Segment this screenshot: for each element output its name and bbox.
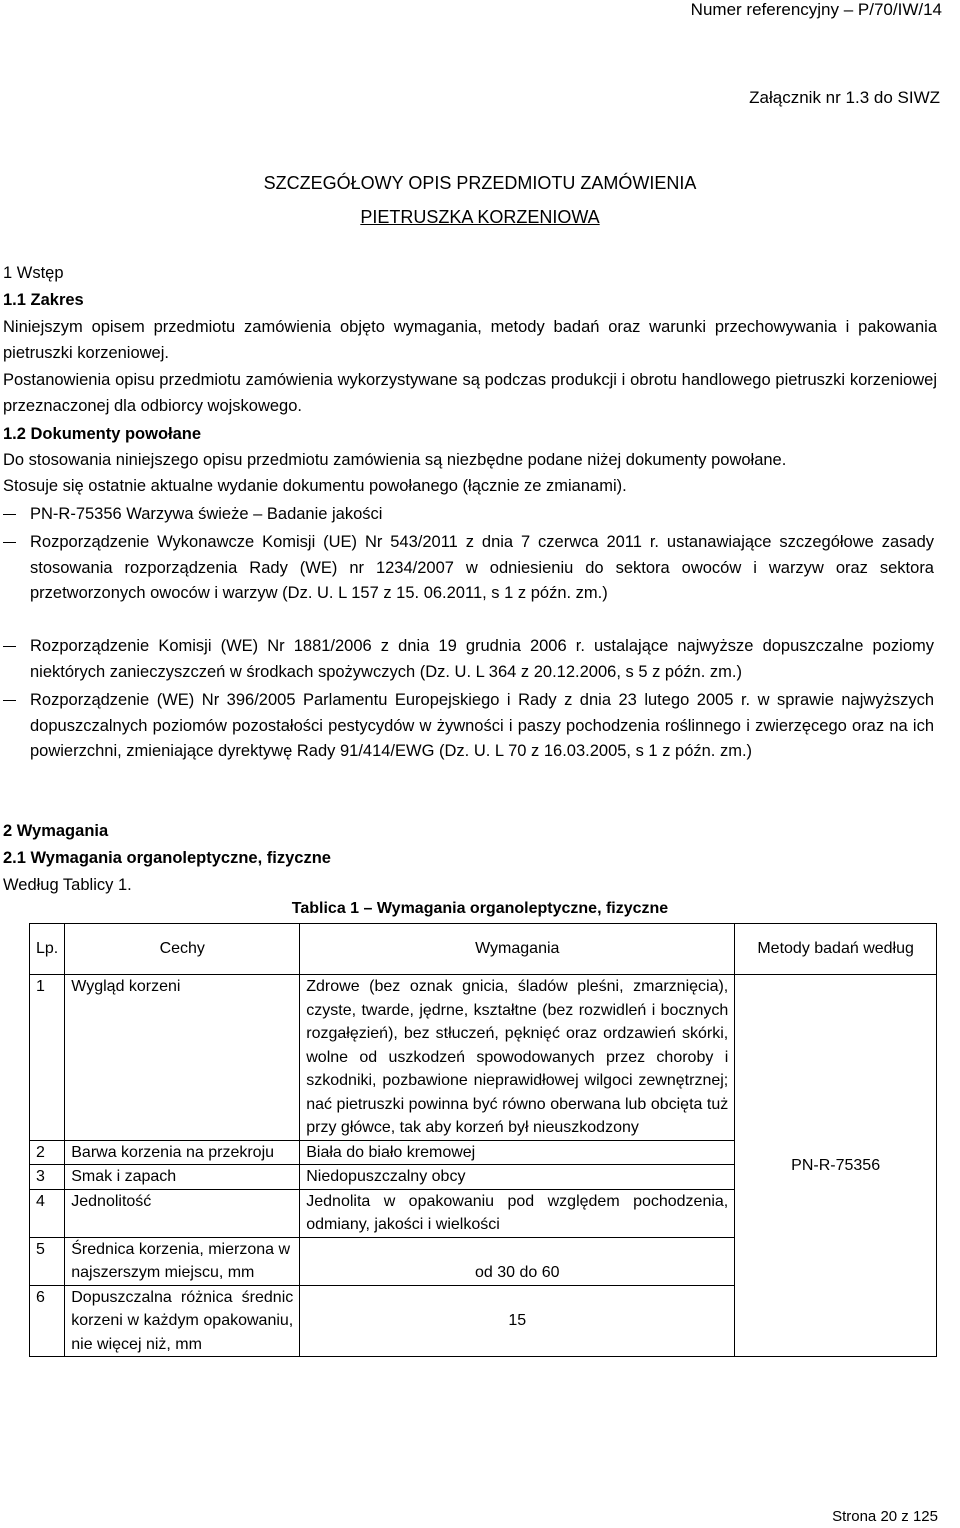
document-title: SZCZEGÓŁOWY OPIS PRZEDMIOTU ZAMÓWIENIA <box>263 173 697 193</box>
section-2-1-heading: 2.1 Wymagania organoleptyczne, fizyczne <box>3 849 331 867</box>
paragraph-provisions: Postanowienia opisu przedmiotu zamówienia wykorzystywane są podczas produkcji i obrotu handlowego pietruszki korzeniowej przeznaczonej dla odbiorcy wojskowego. <box>3 371 937 415</box>
header-wymagania: Wymagania <box>300 924 735 975</box>
cell-lp: 1 <box>30 975 65 1141</box>
cell-lp: 5 <box>30 1237 65 1285</box>
header-cechy: Cechy <box>65 924 300 975</box>
table-intro: Według Tablicy 1. <box>3 876 132 894</box>
section-1-1-heading: 1.1 Zakres <box>3 291 84 309</box>
cell-lp: 2 <box>30 1140 65 1165</box>
paragraph-scope: Niniejszym opisem przedmiotu zamówienia objęto wymagania, metody badań oraz warunki przechowywania i pakowania pietruszki korzeniowej. <box>3 318 937 362</box>
section-2-heading: 2 Wymagania <box>3 822 109 840</box>
cell-wymagania: 15 <box>300 1285 735 1357</box>
cell-lp: 4 <box>30 1189 65 1237</box>
document-subtitle: PIETRUSZKA KORZENIOWA <box>360 207 600 227</box>
doc-list-item: PN-R-75356 Warzywa świeże – Badanie jakości <box>30 505 383 523</box>
page-number: Strona 20 z 125 <box>832 1508 938 1525</box>
cell-wymagania: Jednolita w opakowaniu pod względem pochodzenia, odmiany, jakości i wielkości <box>300 1189 735 1237</box>
doc-list-item: Rozporządzenie (WE) Nr 396/2005 Parlamentu Europejskiego i Rady z dnia 23 lutego 2005 r. w sprawie najwyższych dopuszczalnych poziomów pozostałości pestycydów w żywności i paszy pochodzenia roślinnego i zwierzęcego oraz na ich powierzchni, zmieniające dyrektywę Rady 91/414/EWG (Dz. U. L 70 z 16.03.2005, s 1 z późn. zm.) <box>30 691 934 760</box>
cell-lp: 6 <box>30 1285 65 1357</box>
paragraph-documents-intro: Do stosowania niniejszego opisu przedmiotu zamówienia są niezbędne podane niżej dokumenty powołane. <box>3 451 787 469</box>
cell-wymagania: Niedopuszczalny obcy <box>300 1165 735 1190</box>
cell-method: PN-R-75356 <box>735 975 937 1357</box>
table-caption: Tablica 1 – Wymagania organoleptyczne, fizyczne <box>291 900 669 917</box>
cell-wymagania: Biała do biało kremowej <box>300 1140 735 1165</box>
cell-wymagania: Zdrowe (bez oznak gnicia, śladów pleśni, zmarznięcia), czyste, twarde, jędrne, kształtne (bez rozwidleń i bocznych rozgałęzień), bez stłuczeń, pęknięć oraz ordzawień skórki, wolne od uszkodzeń spowodowanych przez choroby i szkodniki, pozbawione nieprawidłowej wilgoci zewnętrznej; nać pietruszki powinna być równo oberwana lub obcięta tuż przy główce, tak aby korzeń był nieuszkodzony <box>300 975 735 1141</box>
paragraph-latest-edition: Stosuje się ostatnie aktualne wydanie dokumentu powołanego (łącznie ze zmianami). <box>3 477 627 495</box>
reference-number: Numer referencyjny – P/70/IW/14 <box>690 0 942 19</box>
attachment-label: Załącznik nr 1.3 do SIWZ <box>749 88 940 107</box>
header-metody: Metody badań według <box>735 924 937 975</box>
table-row <box>30 975 937 1141</box>
cell-cecha: Barwa korzenia na przekroju <box>65 1140 300 1165</box>
cell-lp: 3 <box>30 1165 65 1190</box>
doc-list-item: Rozporządzenie Wykonawcze Komisji (UE) Nr 543/2011 z dnia 7 czerwca 2011 r. ustanawiające szczegółowe zasady stosowania rozporządzenia Rady (WE) nr 1234/2007 w odniesieniu do sektora owoców i warzyw oraz sektora przetworzonych owoców i warzyw (Dz. U. L 157 z 15. 06.2011, s 1 z późn. zm.) <box>30 533 934 602</box>
cell-cecha: Wygląd korzeni <box>65 975 300 1141</box>
doc-list-item: Rozporządzenie Komisji (WE) Nr 1881/2006 z dnia 19 grudnia 2006 r. ustalające najwyższe dopuszczalne poziomy niektórych zanieczyszczeń w środkach spożywczych (Dz. U. L 364 z 20.12.2006, s 5 z późn. zm.) <box>30 637 934 681</box>
cell-cecha: Dopuszczalna różnica średnic korzeni w każdym opakowaniu, nie więcej niż, mm <box>65 1285 300 1357</box>
table-header-row <box>30 924 937 975</box>
cell-cecha: Smak i zapach <box>65 1165 300 1190</box>
cell-wymagania: od 30 do 60 <box>300 1237 735 1285</box>
section-1-2-heading: 1.2 Dokumenty powołane <box>3 425 202 443</box>
section-1-heading: 1 Wstęp <box>3 264 64 282</box>
cell-cecha: Średnica korzenia, mierzona w najszerszym miejscu, mm <box>65 1237 300 1285</box>
header-lp: Lp. <box>30 924 65 975</box>
cell-cecha: Jednolitość <box>65 1189 300 1237</box>
requirements-table <box>29 923 937 1357</box>
